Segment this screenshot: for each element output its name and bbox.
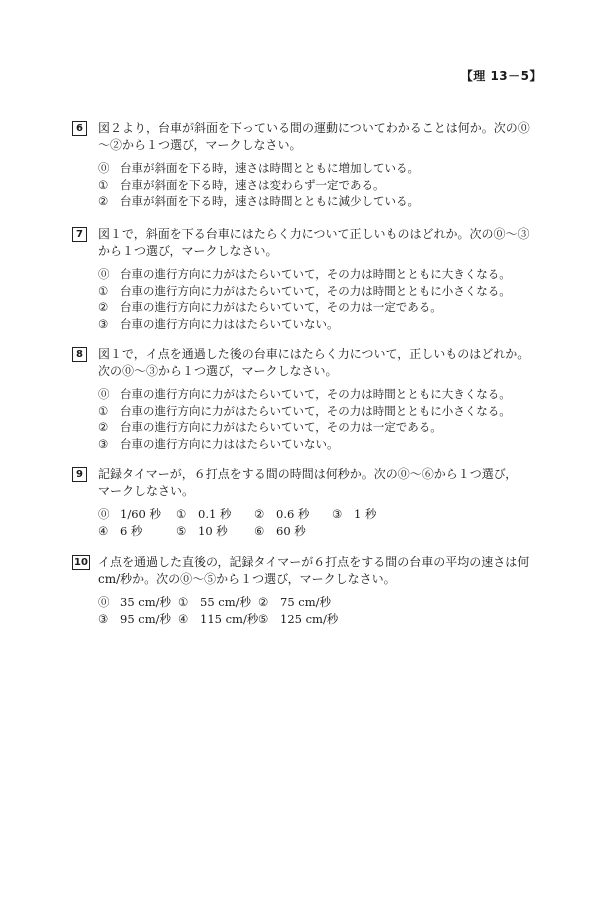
- option-text: 台車の進行方向に力がはたらいていて，その力は一定である。: [120, 300, 442, 314]
- question-6: [72, 120, 542, 210]
- stem-line: 図１で，イ点を通過した後の台車にはたらく力について，正しいものはどれか。: [98, 347, 530, 361]
- option-item: [98, 436, 542, 453]
- option-text: 台車が斜面を下る時，速さは変わらず一定である。: [120, 177, 385, 192]
- option-mark: ③: [98, 316, 109, 331]
- option-item: [98, 419, 542, 436]
- option-mark: ⓪: [98, 387, 110, 401]
- option-mark: ⓪: [98, 161, 110, 175]
- option-item: [98, 523, 176, 540]
- option-mark: ⓪: [98, 507, 110, 521]
- question-number: 10: [72, 555, 90, 570]
- stem-line: 記録タイマーが，６打点をする間の時間は何秒か。次の⓪～⑥から１つ選び，: [98, 467, 518, 481]
- option-text: 台車の進行方向に力がはたらいていて，その力は時間とともに小さくなる。: [120, 403, 511, 418]
- option-text: 6 秒: [120, 523, 143, 538]
- option-item: [332, 506, 410, 523]
- option-mark: ⓪: [98, 595, 110, 609]
- option-text: 10 秒: [198, 523, 228, 538]
- option-item: [98, 403, 542, 420]
- option-item: [98, 193, 542, 210]
- option-item: [258, 594, 338, 611]
- stem-line: 図１で，斜面を下る台車にはたらく力について正しいものはどれか。次の⓪～③: [98, 227, 530, 241]
- option-mark: ⑤: [258, 611, 269, 626]
- option-mark: ⑤: [176, 523, 187, 538]
- option-mark: ②: [98, 300, 109, 314]
- option-item: [98, 160, 542, 177]
- question-9: [72, 466, 542, 539]
- option-text: 台車の進行方向に力がはたらいていて，その力は一定である。: [120, 420, 442, 434]
- question-stem: [98, 226, 542, 260]
- stem-line: から１つ選び，マークしなさい。: [98, 244, 278, 258]
- stem-line: 次の⓪～③から１つ選び，マークしなさい。: [98, 364, 338, 378]
- option-mark: ①: [176, 507, 187, 521]
- option-list: [98, 386, 542, 452]
- stem-line: ～②から１つ選び，マークしなさい。: [98, 138, 302, 152]
- option-item: [98, 594, 178, 611]
- stem-line: 図２より，台車が斜面を下っている間の運動についてわかることは何か。次の⓪: [98, 121, 530, 135]
- option-item: [98, 299, 542, 316]
- option-text: 75 cm/秒: [280, 595, 332, 609]
- option-text: 1/60 秒: [120, 507, 161, 521]
- stem-line: イ点を通過した直後の，記録タイマーが６打点をする間の台車の平均の速さは何: [98, 555, 530, 569]
- option-mark: ②: [98, 194, 109, 208]
- option-item: [258, 611, 338, 628]
- option-item: [254, 523, 332, 540]
- option-mark: ③: [98, 611, 109, 626]
- option-list: [98, 594, 542, 627]
- option-mark: ①: [98, 283, 109, 298]
- option-item: [178, 611, 258, 628]
- option-text: 台車が斜面を下る時，速さは時間とともに減少している。: [120, 194, 419, 208]
- option-mark: ①: [98, 403, 109, 418]
- option-mark: ⓪: [98, 267, 110, 281]
- option-mark: ①: [98, 177, 109, 192]
- option-item: [254, 506, 332, 523]
- option-item: [98, 506, 176, 523]
- option-text: 台車の進行方向に力ははたらいていない。: [120, 316, 339, 331]
- option-item: [98, 266, 542, 283]
- question-number: 7: [72, 227, 87, 242]
- option-list: [98, 266, 542, 332]
- option-text: 60 秒: [276, 523, 306, 538]
- option-text: 台車の進行方向に力がはたらいていて，その力は時間とともに大きくなる。: [120, 267, 511, 281]
- stem-line: マークしなさい。: [98, 484, 195, 498]
- option-mark: ②: [254, 507, 265, 521]
- option-mark: ⑥: [254, 523, 265, 538]
- option-list: [98, 160, 542, 210]
- question-number: 9: [72, 467, 87, 482]
- option-mark: ②: [98, 420, 109, 434]
- option-item: [98, 283, 542, 300]
- option-item: [98, 177, 542, 194]
- option-text: 0.1 秒: [198, 507, 232, 521]
- option-item: [176, 523, 254, 540]
- question-number: 6: [72, 121, 87, 136]
- option-mark: ④: [98, 523, 109, 538]
- question-stem: [98, 554, 542, 588]
- option-text: 95 cm/秒: [120, 611, 172, 626]
- option-mark: ②: [258, 595, 269, 609]
- option-mark: ①: [178, 595, 189, 609]
- option-list: [98, 506, 542, 539]
- option-item: [178, 594, 258, 611]
- option-text: 台車の進行方向に力がはたらいていて，その力は時間とともに小さくなる。: [120, 283, 511, 298]
- question-8: [72, 346, 542, 452]
- question-stem: [98, 120, 542, 154]
- option-mark: ③: [98, 436, 109, 451]
- option-text: 125 cm/秒: [280, 611, 339, 626]
- question-number: 8: [72, 347, 87, 362]
- option-text: 55 cm/秒: [200, 595, 252, 609]
- question-stem: [98, 346, 542, 380]
- question-10: [72, 554, 542, 627]
- option-item: [98, 386, 542, 403]
- option-item: [98, 316, 542, 333]
- option-item: [98, 611, 178, 628]
- option-text: 35 cm/秒: [120, 595, 172, 609]
- question-stem: [98, 466, 542, 500]
- option-text: 0.6 秒: [276, 507, 310, 521]
- option-item: [176, 506, 254, 523]
- question-7: [72, 226, 542, 332]
- page-number-tag: 【理 13－5】: [460, 69, 542, 83]
- option-text: 115 cm/秒: [200, 611, 259, 626]
- option-mark: ③: [332, 507, 343, 521]
- stem-line: cm/秒か。次の⓪～⑤から１つ選び，マークしなさい。: [98, 572, 396, 586]
- option-mark: ④: [178, 611, 189, 626]
- option-text: 台車の進行方向に力がはたらいていて，その力は時間とともに大きくなる。: [120, 387, 511, 401]
- option-text: 1 秒: [354, 507, 377, 521]
- option-text: 台車の進行方向に力ははたらいていない。: [120, 436, 339, 451]
- option-text: 台車が斜面を下る時，速さは時間とともに増加している。: [120, 161, 419, 175]
